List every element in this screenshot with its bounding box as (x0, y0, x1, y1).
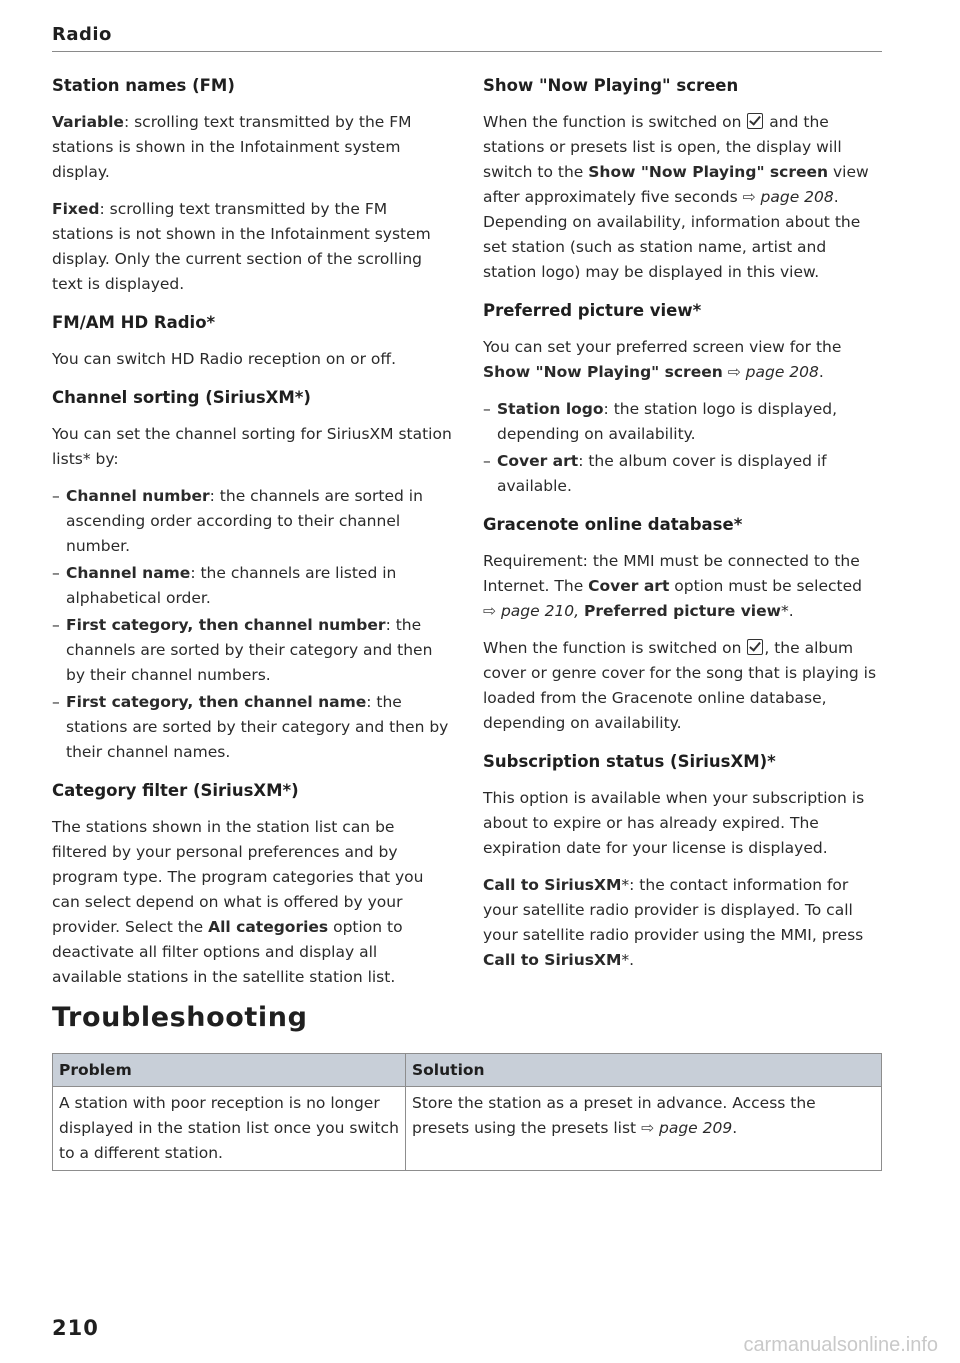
page-reference-link[interactable]: page 208 (760, 188, 834, 206)
paragraph-gracenote-requirement (483, 549, 883, 624)
text-req-2: option must be selected (669, 577, 862, 595)
column-header-solution: Solution (406, 1054, 882, 1087)
text-category-name: : the stations are sorted by their category and then by their channel names. (66, 693, 449, 761)
table-header-row (53, 1054, 882, 1087)
cell-problem: A station with poor reception is no longer displayed in the station list once you switch to a different station. (53, 1087, 406, 1171)
text-call-end: *. (621, 951, 635, 969)
term-preferred-picture-view: Preferred picture view (584, 602, 781, 620)
arrow-right-icon: ⇨ (742, 188, 756, 206)
list-item (483, 449, 883, 499)
text-cover-art: : the album cover is displayed if available. (497, 452, 827, 495)
text-now-playing-1: When the function is switched on (483, 113, 747, 131)
term-channel-number: Channel number (66, 487, 210, 505)
text-now-playing-4: . Depending on availability, information about the set station (such as station name, artist and station logo) may be displayed in this view. (483, 188, 861, 281)
paragraph-channel-sorting: You can set the channel sorting for SiriusXM station lists* by: (52, 425, 452, 468)
heading-subscription: Subscription status (SiriusXM)* (483, 752, 776, 771)
column-header-problem: Problem (53, 1054, 406, 1087)
paragraph-now-playing (483, 110, 883, 285)
heading-now-playing: Show "Now Playing" screen (483, 76, 739, 95)
term-category-number: First category, then channel number (66, 616, 386, 634)
term-channel-name: Channel name (66, 564, 191, 582)
term-cover-art: Cover art (588, 577, 670, 595)
page-reference-link[interactable]: page 210, (500, 602, 580, 620)
text-solution-end: . (732, 1119, 738, 1137)
list-item (52, 690, 452, 765)
text-fixed: : scrolling text transmitted by the FM stations is not shown in the Infotainment system display. Only the current section of the scrolling text is displayed. (52, 200, 431, 293)
term-call-siriusxm: Call to SiriusXM (483, 876, 622, 894)
term-cover-art: Cover art (497, 452, 579, 470)
paragraph-subscription: This option is available when your subscription is about to expire or has already expired. The expiration date for your license is displayed. (483, 789, 865, 857)
text-category-number: : the channels are sorted by their category and then by their channel numbers. (66, 616, 433, 684)
text-preferred-2: . (818, 363, 824, 381)
paragraph-gracenote (483, 636, 883, 736)
text-now-playing-2: and the stations or presets list is open, the display will switch to the (483, 113, 842, 181)
text-req-1: Requirement: the MMI must be connected to the Internet. The (483, 552, 860, 595)
left-column (52, 72, 452, 1002)
heading-channel-sorting: Channel sorting (SiriusXM*) (52, 388, 311, 407)
list-item (483, 397, 883, 447)
text-call: *: the contact information for your satellite radio provider is displayed. To call your satellite radio provider using the MMI, press (483, 876, 864, 944)
text-station-logo: : the station logo is displayed, depending on availability. (497, 400, 838, 443)
right-column (483, 72, 883, 985)
page-reference-link[interactable]: page 208 (745, 363, 819, 381)
term-fixed: Fixed (52, 200, 100, 218)
page-reference-link[interactable]: page 209 (659, 1119, 733, 1137)
arrow-right-icon: ⇨ (483, 602, 496, 620)
term-station-logo: Station logo (497, 400, 604, 418)
paragraph-call-siriusxm (483, 873, 883, 973)
term-category-name: First category, then channel name (66, 693, 367, 711)
checkbox-checked-icon (747, 113, 763, 129)
text-solution: Store the station as a preset in advance. Access the presets using the presets list (412, 1094, 816, 1137)
text-preferred-1: You can set your preferred screen view for the (483, 338, 842, 356)
heading-hd-radio: FM/AM HD Radio* (52, 313, 216, 332)
troubleshooting-title: Troubleshooting (52, 1002, 308, 1033)
paragraph-fixed (52, 197, 452, 297)
text-req-3: *. (780, 602, 794, 620)
cell-solution (406, 1087, 882, 1171)
channel-sorting-list (52, 484, 452, 765)
term-now-playing-screen: Show "Now Playing" screen (483, 363, 723, 381)
list-item (52, 484, 452, 559)
term-now-playing: Show "Now Playing" screen (588, 163, 829, 181)
paragraph-variable (52, 110, 452, 185)
header-divider (52, 51, 882, 52)
text-gracenote-1: When the function is switched on (483, 639, 747, 657)
heading-gracenote: Gracenote online database* (483, 515, 743, 534)
heading-preferred-view: Preferred picture view* (483, 301, 702, 320)
list-item (52, 561, 452, 611)
preferred-view-list (483, 397, 883, 499)
section-title: Radio (52, 24, 112, 45)
arrow-right-icon: ⇨ (641, 1119, 655, 1137)
term-variable: Variable (52, 113, 124, 131)
heading-category-filter: Category filter (SiriusXM*) (52, 781, 299, 800)
paragraph-category-filter (52, 815, 452, 990)
watermark: carmanualsonline.info (743, 1334, 938, 1356)
term-all-categories: All categories (208, 918, 329, 936)
text-channel-number: : the channels are sorted in ascending order according to their channel number. (66, 487, 423, 555)
heading-station-names: Station names (FM) (52, 76, 235, 95)
text-now-playing-3: view after approximately five seconds (483, 163, 869, 206)
checkbox-checked-icon (747, 639, 763, 655)
page-number: 210 (52, 1316, 99, 1340)
term-call-siriusxm-2: Call to SiriusXM (483, 951, 622, 969)
arrow-right-icon: ⇨ (727, 363, 741, 381)
list-item (52, 613, 452, 688)
text-filter-before: The stations shown in the station list can be filtered by your personal preferences and by program type. The program categories that you can select depend on what is offered by your provider. Select the (52, 818, 424, 936)
text-channel-name: : the channels are listed in alphabetical order. (66, 564, 397, 607)
paragraph-hd-radio: You can switch HD Radio reception on or off. (52, 350, 397, 368)
table-row (53, 1087, 882, 1171)
troubleshooting-table (52, 1053, 882, 1171)
text-filter-after: option to deactivate all filter options and display all available stations in the satellite station list. (52, 918, 403, 986)
paragraph-preferred-view (483, 335, 883, 385)
text-variable: : scrolling text transmitted by the FM stations is shown in the Infotainment system display. (52, 113, 412, 181)
text-gracenote-2: , the album cover or genre cover for the song that is playing is loaded from the Gracenote online database, depending on availability. (483, 639, 877, 732)
